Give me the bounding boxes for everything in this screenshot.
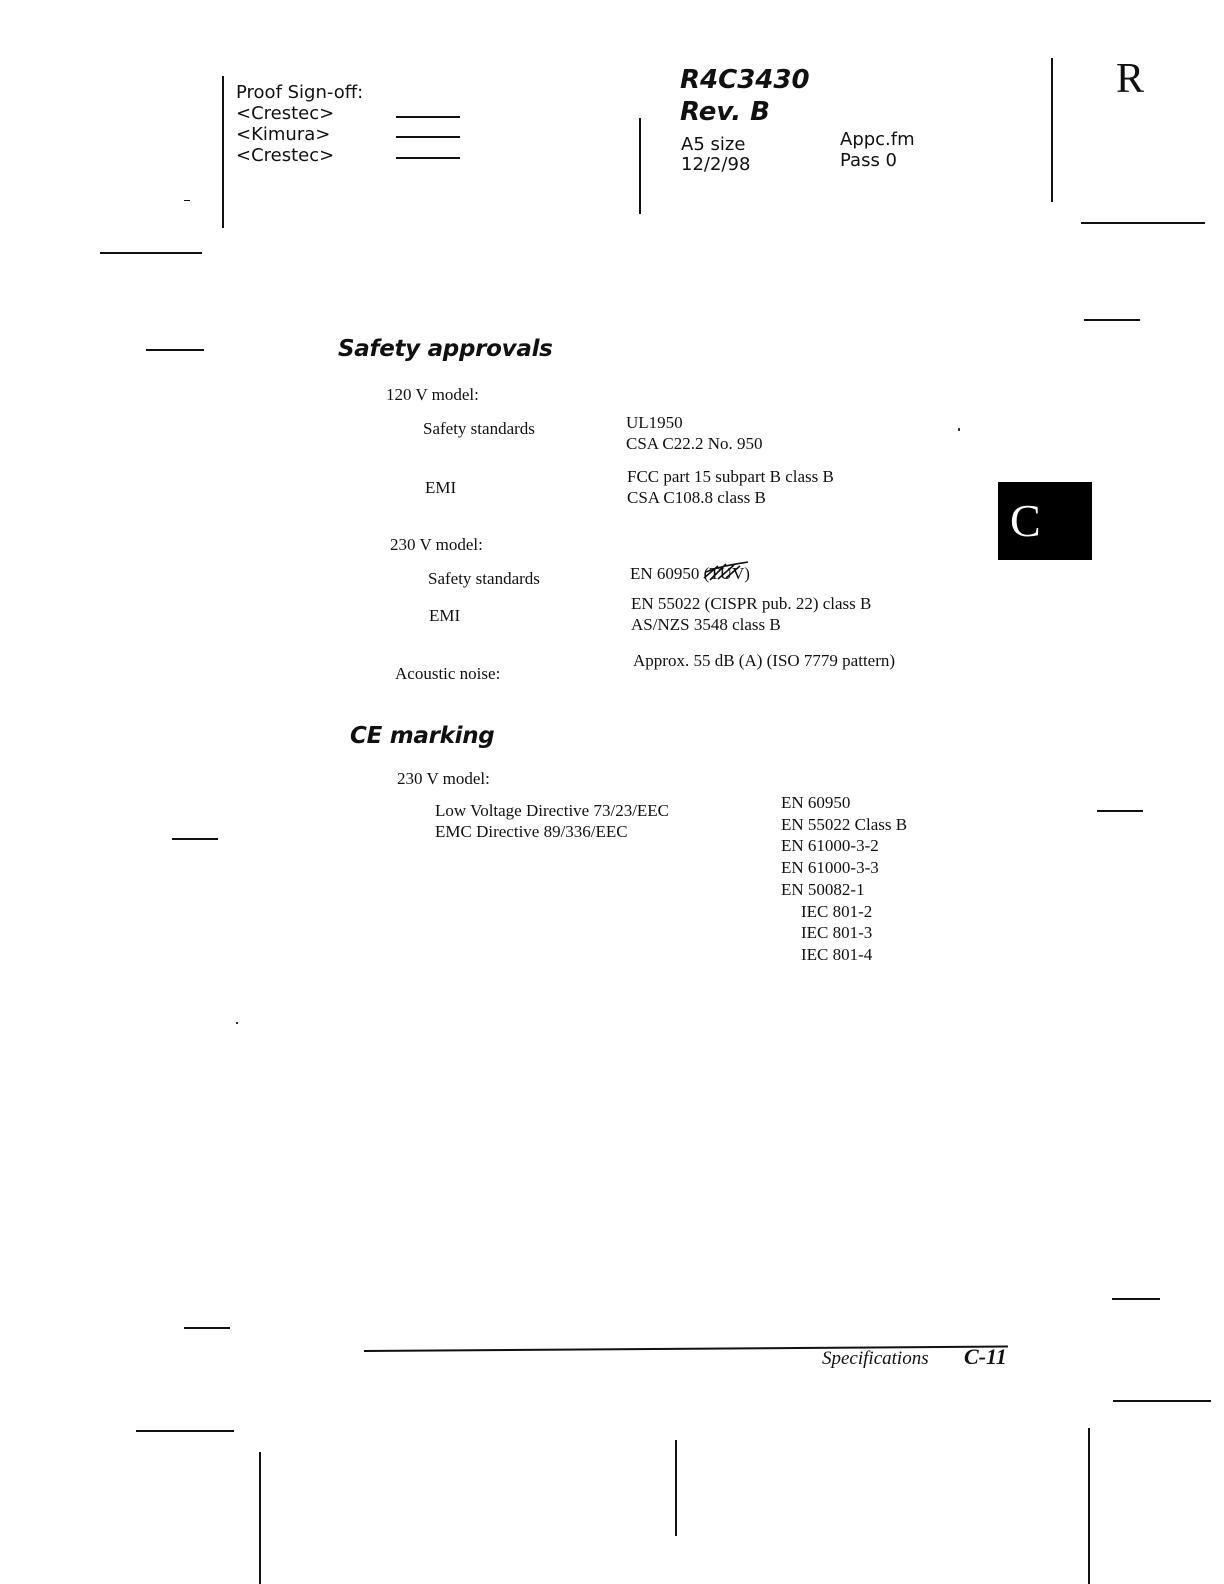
safety-standards-values xyxy=(626,412,763,454)
crop-mark xyxy=(136,1430,234,1432)
crop-mark xyxy=(1113,1400,1211,1402)
standard-item: EN 55022 (CISPR pub. 22) class B xyxy=(631,594,872,613)
ce-directives xyxy=(435,800,669,842)
standard-item: EN 60950 xyxy=(630,564,700,583)
acoustic-noise-label: Acoustic noise: xyxy=(395,664,501,683)
doc-file: Appc.fm xyxy=(840,129,915,150)
standard-item: EN 50082-1 xyxy=(781,879,865,899)
standard-item: FCC part 15 subpart B class B xyxy=(627,467,834,486)
crop-mark xyxy=(1112,1298,1160,1300)
safety-standards-value xyxy=(630,563,750,584)
crop-mark xyxy=(184,1327,230,1329)
proof-signoff-label: Proof Sign-off: xyxy=(236,82,364,103)
standard-item: EN 55022 Class B xyxy=(781,814,908,834)
header-right-rule xyxy=(1051,58,1053,202)
emi-label: EMI xyxy=(425,478,457,497)
header-left-rule xyxy=(222,76,224,228)
crop-mark xyxy=(1097,810,1143,812)
crop-mark xyxy=(146,349,204,351)
chapter-tab-letter: C xyxy=(1010,495,1041,546)
crop-mark xyxy=(259,1452,261,1584)
crop-mark xyxy=(172,838,218,840)
emi-label: EMI xyxy=(429,606,461,625)
standard-item: EN 61000-3-2 xyxy=(781,836,879,856)
crop-mark xyxy=(1084,319,1140,321)
safety-standards-label: Safety standards xyxy=(423,419,535,438)
ce-marking-heading: CE marking xyxy=(350,723,495,749)
doc-size: A5 size xyxy=(681,134,746,155)
standard-item: EN 60950 xyxy=(781,793,851,812)
acoustic-noise-value: Approx. 55 dB (A) (ISO 7779 pattern) xyxy=(633,651,896,670)
standard-item: CSA C22.2 No. 950 xyxy=(626,434,763,453)
speck xyxy=(958,428,960,431)
directive-item: EMC Directive 89/336/EEC xyxy=(435,822,628,841)
proof-signoff-block xyxy=(236,82,363,166)
doc-code: R4C3430 xyxy=(680,65,810,95)
struck-text: (TÜV) xyxy=(704,563,750,584)
signoff-blank-line xyxy=(396,116,460,118)
standard-item: UL1950 xyxy=(626,413,683,432)
sub-standard-item: IEC 801-2 xyxy=(801,901,873,921)
standard-item: AS/NZS 3548 class B xyxy=(631,615,781,634)
crop-mark xyxy=(1081,222,1205,224)
crop-mark xyxy=(1088,1428,1090,1584)
emi-values xyxy=(627,466,834,508)
safety-approvals-heading: Safety approvals xyxy=(338,336,553,362)
doc-date: 12/2/98 xyxy=(681,154,751,175)
model-120-label: 120 V model: xyxy=(386,385,479,404)
crop-mark xyxy=(100,252,202,254)
proof-signer: <Crestec> xyxy=(236,103,335,124)
corner-mark-letter: R xyxy=(1116,56,1145,102)
ce-model-230-label: 230 V model: xyxy=(397,769,490,788)
strike-scribble xyxy=(700,560,752,584)
chapter-tab xyxy=(998,482,1092,560)
signoff-blank-line xyxy=(396,157,460,159)
directive-item: Low Voltage Directive 73/23/EEC xyxy=(435,801,670,820)
standard-item: CSA C108.8 class B xyxy=(627,488,766,507)
sub-standard-item: IEC 801-4 xyxy=(801,944,873,964)
standard-item: EN 61000-3-3 xyxy=(781,858,879,878)
header-mid-rule xyxy=(639,118,641,214)
doc-revision: Rev. B xyxy=(680,97,770,127)
speck xyxy=(236,1022,238,1024)
crop-mark xyxy=(184,200,190,201)
crop-mark xyxy=(675,1440,677,1536)
emi-values xyxy=(631,593,871,635)
safety-standards-label: Safety standards xyxy=(428,569,540,588)
proof-signer: <Kimura> xyxy=(236,124,331,145)
sub-standard-item: IEC 801-3 xyxy=(801,923,873,943)
doc-pass: Pass 0 xyxy=(840,150,898,171)
signoff-blank-line xyxy=(396,136,460,138)
footer-page-number: C-11 xyxy=(964,1344,1007,1369)
model-230-label: 230 V model: xyxy=(390,535,483,554)
proof-signer: <Crestec> xyxy=(236,145,335,166)
footer-section-name: Specifications xyxy=(822,1348,929,1369)
ce-standards xyxy=(781,792,907,966)
